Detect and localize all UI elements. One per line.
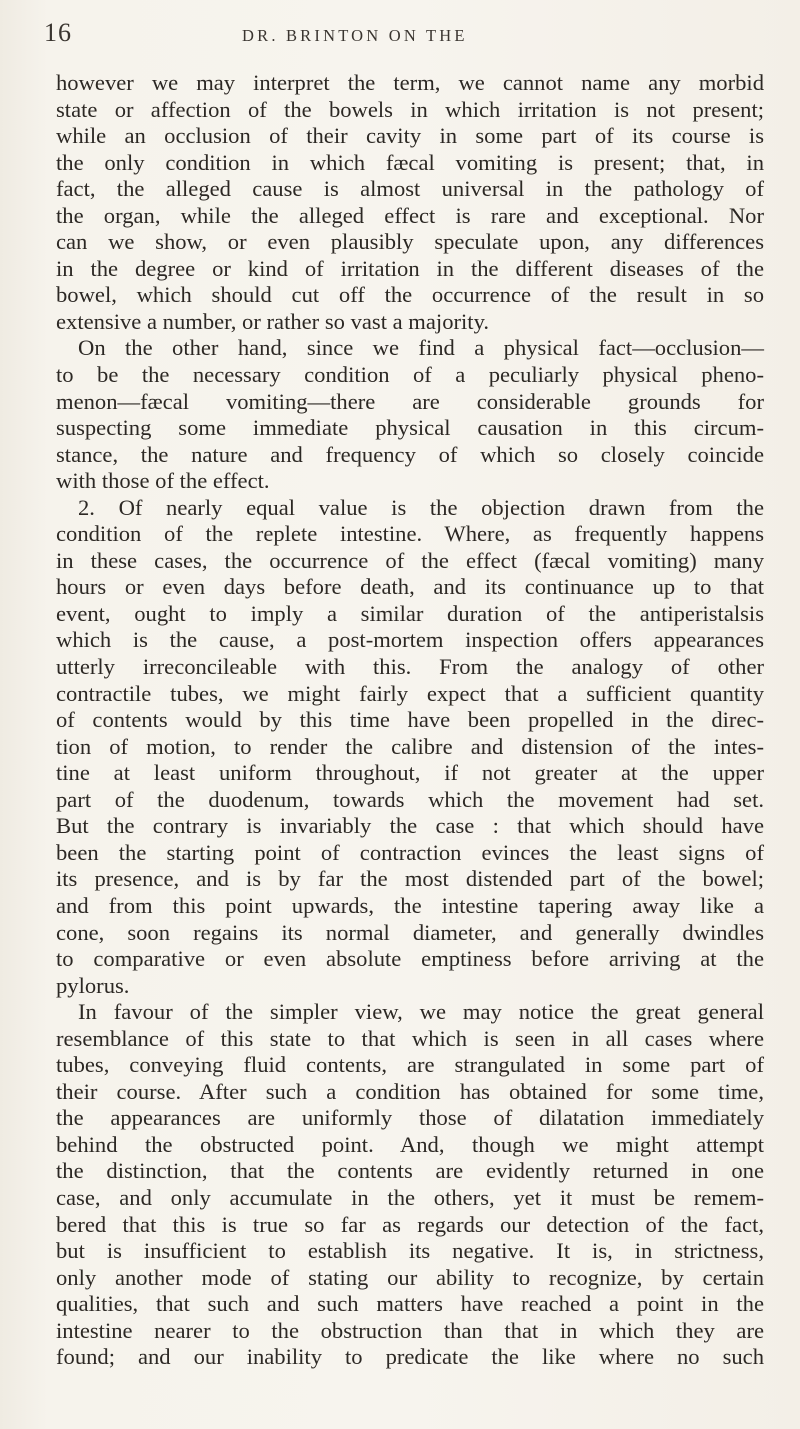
text-line: the distinction, that the contents are evidently returned in one <box>56 1158 764 1184</box>
page-header <box>44 18 764 50</box>
page-number: 16 <box>44 18 72 47</box>
text-line: event, ought to imply a similar duration of the antiperistalsis <box>56 600 764 626</box>
text-line: with those of the effect. <box>56 468 270 494</box>
text-line: found; and our inability to predicate the like where no such <box>56 1344 764 1370</box>
text-line: in the degree or kind of irritation in the different diseases of the <box>56 255 764 281</box>
text-line: the appearances are uniformly those of dilatation immediately <box>56 1105 764 1131</box>
running-head: DR. BRINTON ON THE <box>242 26 468 45</box>
text-line: however we may interpret the term, we cannot name any morbid <box>56 70 764 95</box>
text-line: contractile tubes, we might fairly expect that a sufficient quantity <box>56 680 764 706</box>
text-line: of contents would by this time have been propelled in the direc- <box>56 707 764 733</box>
text-line: hours or even days before death, and its continuance up to that <box>56 574 764 600</box>
text-line: case, and only accumulate in the others, yet it must be remem- <box>56 1184 764 1210</box>
text-line: while an occlusion of their cavity in some part of its course is <box>56 123 764 149</box>
text-line: intestine nearer to the obstruction than that in which they are <box>56 1317 764 1343</box>
text-line: state or affection of the bowels in which irritation is not present; <box>56 96 764 122</box>
text-line: cone, soon regains its normal diameter, and generally dwindles <box>56 919 764 945</box>
text-line: tion of motion, to render the calibre and distension of the intes- <box>56 733 764 759</box>
text-line: menon—fæcal vomiting—there are considerable grounds for <box>56 388 764 414</box>
text-line: pylorus. <box>56 972 130 998</box>
text-line: to be the necessary condition of a peculiarly physical pheno- <box>56 362 764 388</box>
text-line: fact, the alleged cause is almost universal in the pathology of <box>56 176 764 202</box>
text-line: bowel, which should cut off the occurrence of the result in so <box>56 282 764 308</box>
text-line: 2. Of nearly equal value is the objection drawn from the <box>78 494 764 520</box>
text-line: their course. After such a condition has obtained for some time, <box>56 1078 764 1104</box>
text-line: utterly irreconcileable with this. From the analogy of other <box>56 654 764 680</box>
body-text <box>56 70 764 1371</box>
text-line: which is the cause, a post-mortem inspection offers appearances <box>56 627 764 653</box>
text-line: tine at least uniform throughout, if not greater at the upper <box>56 760 764 786</box>
text-line: qualities, that such and such matters have reached a point in the <box>56 1291 764 1317</box>
text-line: resemblance of this state to that which is seen in all cases where <box>56 1025 764 1051</box>
text-line: bered that this is true so far as regards our detection of the fact, <box>56 1211 764 1237</box>
text-line: But the contrary is invariably the case : that which should have <box>56 813 764 839</box>
text-line: can we show, or even plausibly speculate upon, any differences <box>56 229 764 255</box>
text-line: behind the obstructed point. And, though we might attempt <box>56 1131 764 1157</box>
text-line: part of the duodenum, towards which the movement had set. <box>56 786 764 812</box>
text-line: the organ, while the alleged effect is rare and exceptional. Nor <box>56 202 764 228</box>
text-line: On the other hand, since we find a physical fact—occlusion— <box>78 335 764 361</box>
text-line: suspecting some immediate physical causation in this circum- <box>56 415 764 441</box>
text-line: stance, the nature and frequency of which so closely coincide <box>56 441 764 467</box>
text-line: to comparative or even absolute emptiness before arriving at the <box>56 946 764 972</box>
text-line: but is insufficient to establish its negative. It is, in strictness, <box>56 1238 764 1264</box>
text-line: and from this point upwards, the intestine tapering away like a <box>56 892 764 918</box>
text-line: In favour of the simpler view, we may notice the great general <box>78 999 764 1025</box>
text-line: its presence, and is by far the most distended part of the bowel; <box>56 866 764 892</box>
text-line: in these cases, the occurrence of the effect (fæcal vomiting) many <box>56 547 764 573</box>
text-line: condition of the replete intestine. Where, as frequently happens <box>56 521 764 547</box>
text-line: been the starting point of contraction evinces the least signs of <box>56 839 764 865</box>
text-line: only another mode of stating our ability to recognize, by certain <box>56 1264 764 1290</box>
text-line: extensive a number, or rather so vast a majority. <box>56 308 490 334</box>
text-line: the only condition in which fæcal vomiting is present; that, in <box>56 149 764 175</box>
text-line: tubes, conveying fluid contents, are strangulated in some part of <box>56 1052 764 1078</box>
